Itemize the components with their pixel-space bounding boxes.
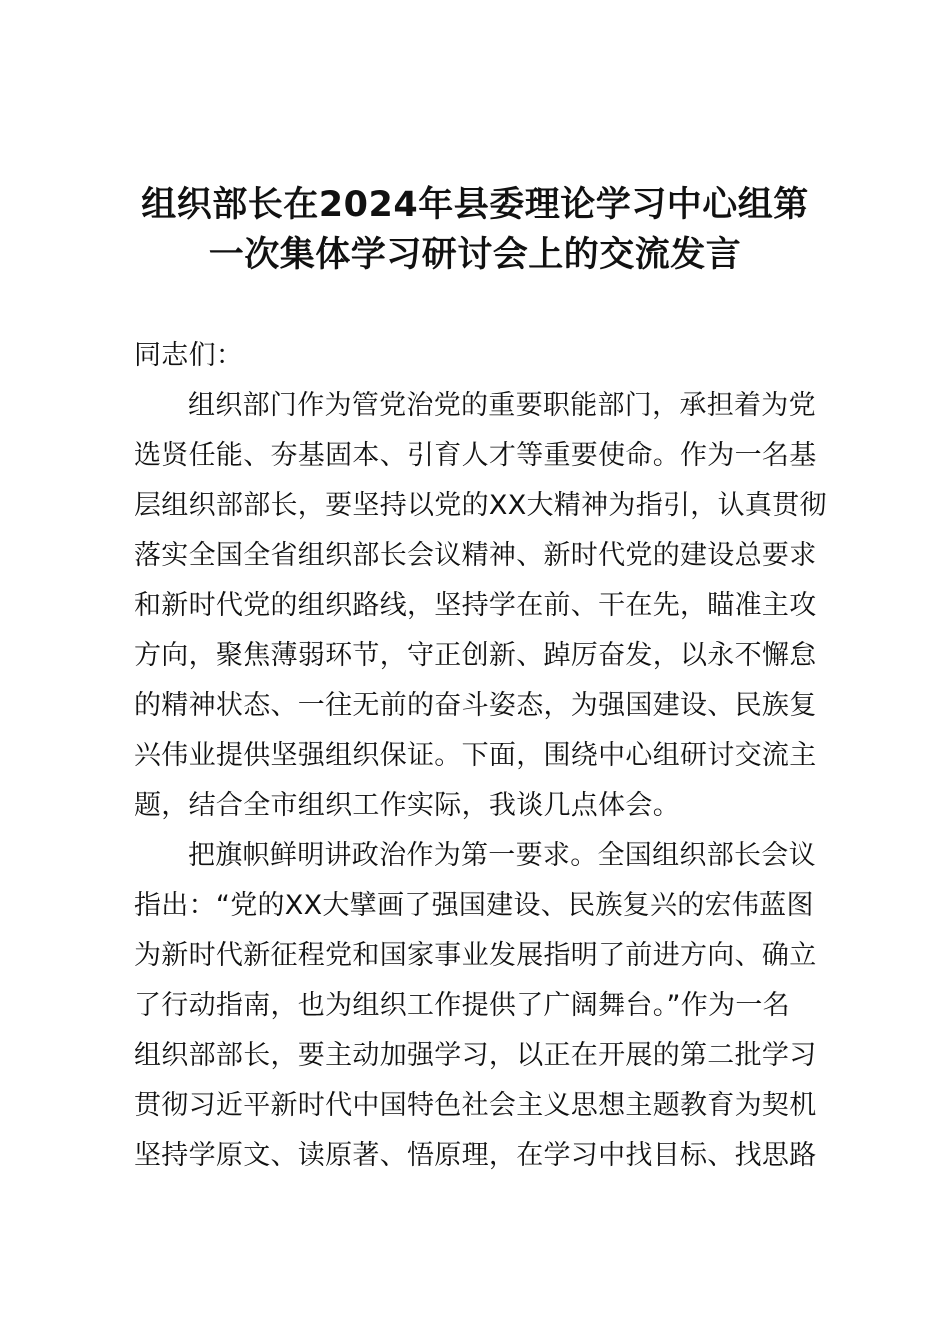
paragraph-line: 方向，聚焦薄弱环节，守正创新、踔厉奋发，以永不懈怠 — [134, 640, 817, 671]
paragraph-line: 指出：“党的XX大擘画了强国建设、民族复兴的宏伟蓝图 — [134, 890, 814, 921]
document-body — [134, 331, 844, 1181]
paragraph-line: 把旗帜鲜明讲政治作为第一要求。全国组织部长会议 — [188, 840, 816, 871]
paragraph-line: 贯彻习近平新时代中国特色社会主义思想主题教育为契机 — [134, 1090, 817, 1121]
paragraph-line: 落实全国全省组织部长会议精神、新时代党的建设总要求 — [134, 540, 817, 571]
salutation: 同志们： — [134, 340, 244, 371]
paragraph-line: 组织部部长，要主动加强学习，以正在开展的第二批学习 — [134, 1040, 817, 1071]
paragraph-line: 选贤任能、夯基固本、引育人才等重要使命。作为一名基 — [134, 440, 817, 471]
title-line: 一次集体学习研讨会上的交流发言 — [208, 235, 742, 275]
paragraph-line: 坚持学原文、读原著、悟原理，在学习中找目标、找思路 — [134, 1140, 817, 1171]
paragraph-2 — [134, 831, 844, 1181]
paragraph-line: 为新时代新征程党和国家事业发展指明了前进方向、确立 — [134, 940, 817, 971]
title-line: 组织部长在2024年县委理论学习中心组第 — [141, 185, 809, 225]
document-title — [100, 180, 850, 280]
paragraph-line: 层组织部部长，要坚持以党的XX大精神为指引，认真贯彻 — [134, 490, 827, 521]
paragraph-line: 的精神状态、一往无前的奋斗姿态，为强国建设、民族复 — [134, 690, 817, 721]
paragraph-line: 组织部门作为管党治党的重要职能部门，承担着为党 — [188, 390, 816, 421]
paragraph-1 — [134, 381, 844, 831]
paragraph-line: 和新时代党的组织路线，坚持学在前、干在先，瞄准主攻 — [134, 590, 817, 621]
paragraph-line: 题，结合全市组织工作实际，我谈几点体会。 — [134, 790, 680, 821]
paragraph-line: 了行动指南，也为组织工作提供了广阔舞台。”作为一名 — [134, 990, 790, 1021]
paragraph-line: 兴伟业提供坚强组织保证。下面，围绕中心组研讨交流主 — [134, 740, 817, 771]
